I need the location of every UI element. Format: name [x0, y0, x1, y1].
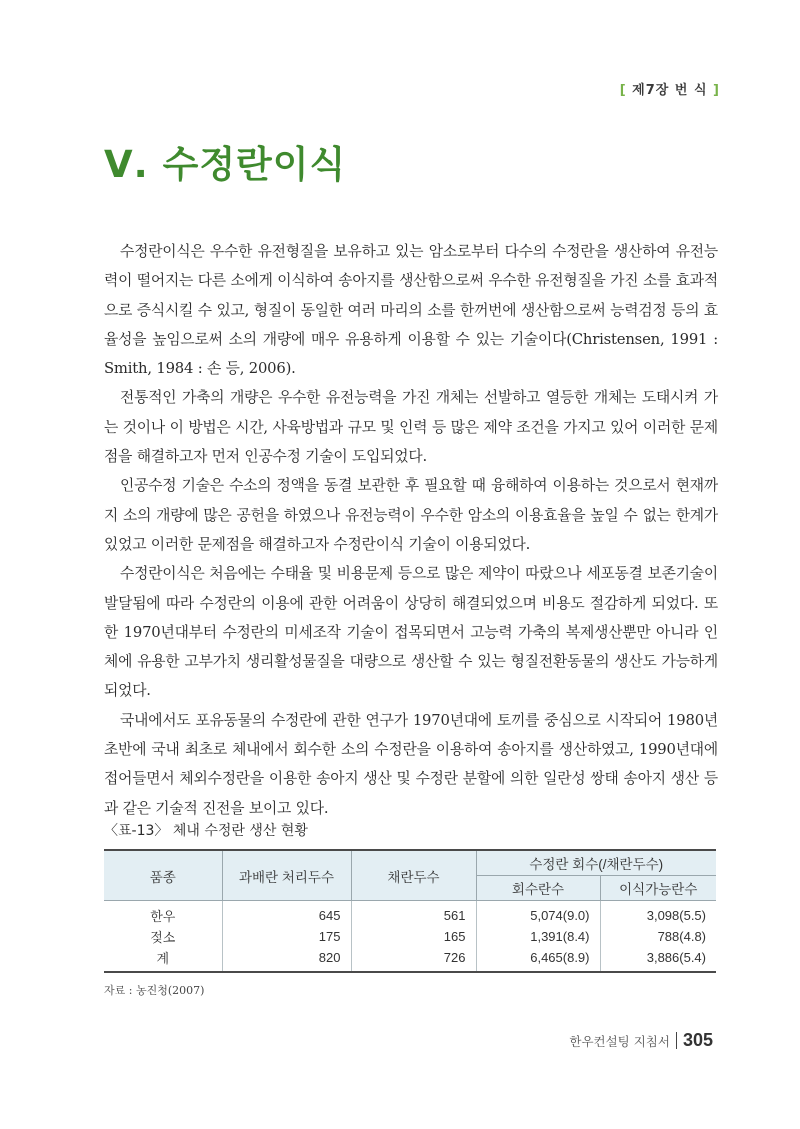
header-superovulation: 과배란 처리두수 — [222, 850, 351, 901]
table-cell: 3,886(5.4) — [600, 947, 716, 972]
table-cell: 한우 — [150, 909, 176, 924]
table-cell: 726 — [351, 947, 476, 972]
header-breed: 품종 — [104, 850, 222, 901]
section-title: Ⅴ. 수정란이식 — [104, 143, 347, 186]
table-cell: 3,098(5.5) — [600, 901, 716, 927]
table-cell: 계 — [104, 947, 222, 972]
table-cell: 820 — [222, 947, 351, 972]
table-row — [104, 901, 716, 927]
header-collected: 채란두수 — [351, 850, 476, 901]
footer-book-title: 한우컨설팅 지침서 — [569, 1033, 670, 1049]
header-transferable: 이식가능란수 — [600, 876, 716, 901]
page-number: 305 — [682, 1030, 713, 1050]
paragraph: 국내에서도 포유동물의 수정란에 관한 연구가 1970년대에 토끼를 중심으로 시작되어 1980년 초반에 국내 최초로 체내에서 회수한 소의 수정란을 이용하여 송아지를 생산하였고, 1990년대에 접어들면서 체외수정란을 이용한 송아지 생산 및 수정란 분할에 의한 일란성 쌍태 송아지 생산 등과 같은 기술적 진전을 보이고 있다. — [104, 711, 718, 817]
table-cell: 645 — [222, 901, 351, 927]
table-cell: 561 — [351, 901, 476, 927]
header-recovered: 회수란수 — [476, 876, 600, 901]
footer-divider — [676, 1032, 677, 1049]
table-cell: 788(4.8) — [600, 926, 716, 947]
page-footer — [569, 1030, 713, 1051]
paragraph: 인공수정 기술은 수소의 정액을 동결 보관한 후 필요할 때 융해하여 이용하는 것으로서 현재까지 소의 개량에 많은 공헌을 하였으나 유전능력이 우수한 암소의 이용효율을 높일 수 없는 한계가 있었고 이러한 문제점을 해결하고자 수정란이식 기술이 이용되었다. — [104, 477, 718, 553]
table-row — [104, 926, 716, 947]
table-cell: 165 — [351, 926, 476, 947]
header-embryo-group: 수정란 회수(/채란두수) — [476, 850, 716, 876]
paragraph: 수정란이식은 처음에는 수태율 및 비용문제 등으로 많은 제약이 따랐으나 세포동결 보존기술이 발달됨에 따라 수정란의 이용에 관한 어려움이 상당히 해결되었으며 비용도 절감하게 되었다. 또한 1970년대부터 수정란의 미세조작 기술이 접목되면서 고능력 가축의 복제생산뿐만 아니라 인체에 유용한 고부가치 생리활성물질을 대량으로 생산할 수 있는 형질전환동물의 생산도 가능하게 되었다. — [104, 565, 718, 700]
table-caption: 〈표-13〉 체내 수정란 생산 현황 — [104, 823, 308, 839]
table-cell: 젖소 — [150, 930, 176, 945]
embryo-production-table — [104, 849, 716, 973]
paragraph: 수정란이식은 우수한 유전형질을 보유하고 있는 암소로부터 다수의 수정란을 생산하여 유전능력이 떨어지는 다른 소에게 이식하여 송아지를 생산함으로써 우수한 유전형질을 가진 소를 효과적으로 증식시킬 수 있고, 형질이 동일한 여러 마리의 소를 한꺼번에 생산함으로써 능력검정 등의 효율성을 높임으로써 소의 개량에 매우 유용하게 이용할 수 있는 기술이다(Christensen, 1991 : Smith, 1984 : 손 등, 2006). — [104, 243, 718, 378]
header-bracket-right: ] — [713, 83, 720, 98]
table-source-note: 자료 : 농진청(2007) — [104, 984, 205, 997]
header-bracket-left: [ — [619, 83, 627, 98]
chapter-label: 제7장 번 식 — [632, 83, 708, 98]
body-text — [104, 237, 718, 823]
table-cell: 5,074(9.0) — [476, 901, 600, 927]
table-cell: 1,391(8.4) — [476, 926, 600, 947]
chapter-header-tag — [620, 79, 720, 98]
table-cell: 6,465(8.9) — [476, 947, 600, 972]
table-cell: 175 — [222, 926, 351, 947]
paragraph: 전통적인 가축의 개량은 우수한 유전능력을 가진 개체는 선발하고 열등한 개체는 도태시켜 가는 것이나 이 방법은 시간, 사육방법과 규모 및 인력 등 많은 제약 조건을 가지고 있어 이러한 문제점을 해결하고자 먼저 인공수정 기술이 도입되었다. — [104, 389, 718, 466]
table-row — [104, 947, 716, 972]
